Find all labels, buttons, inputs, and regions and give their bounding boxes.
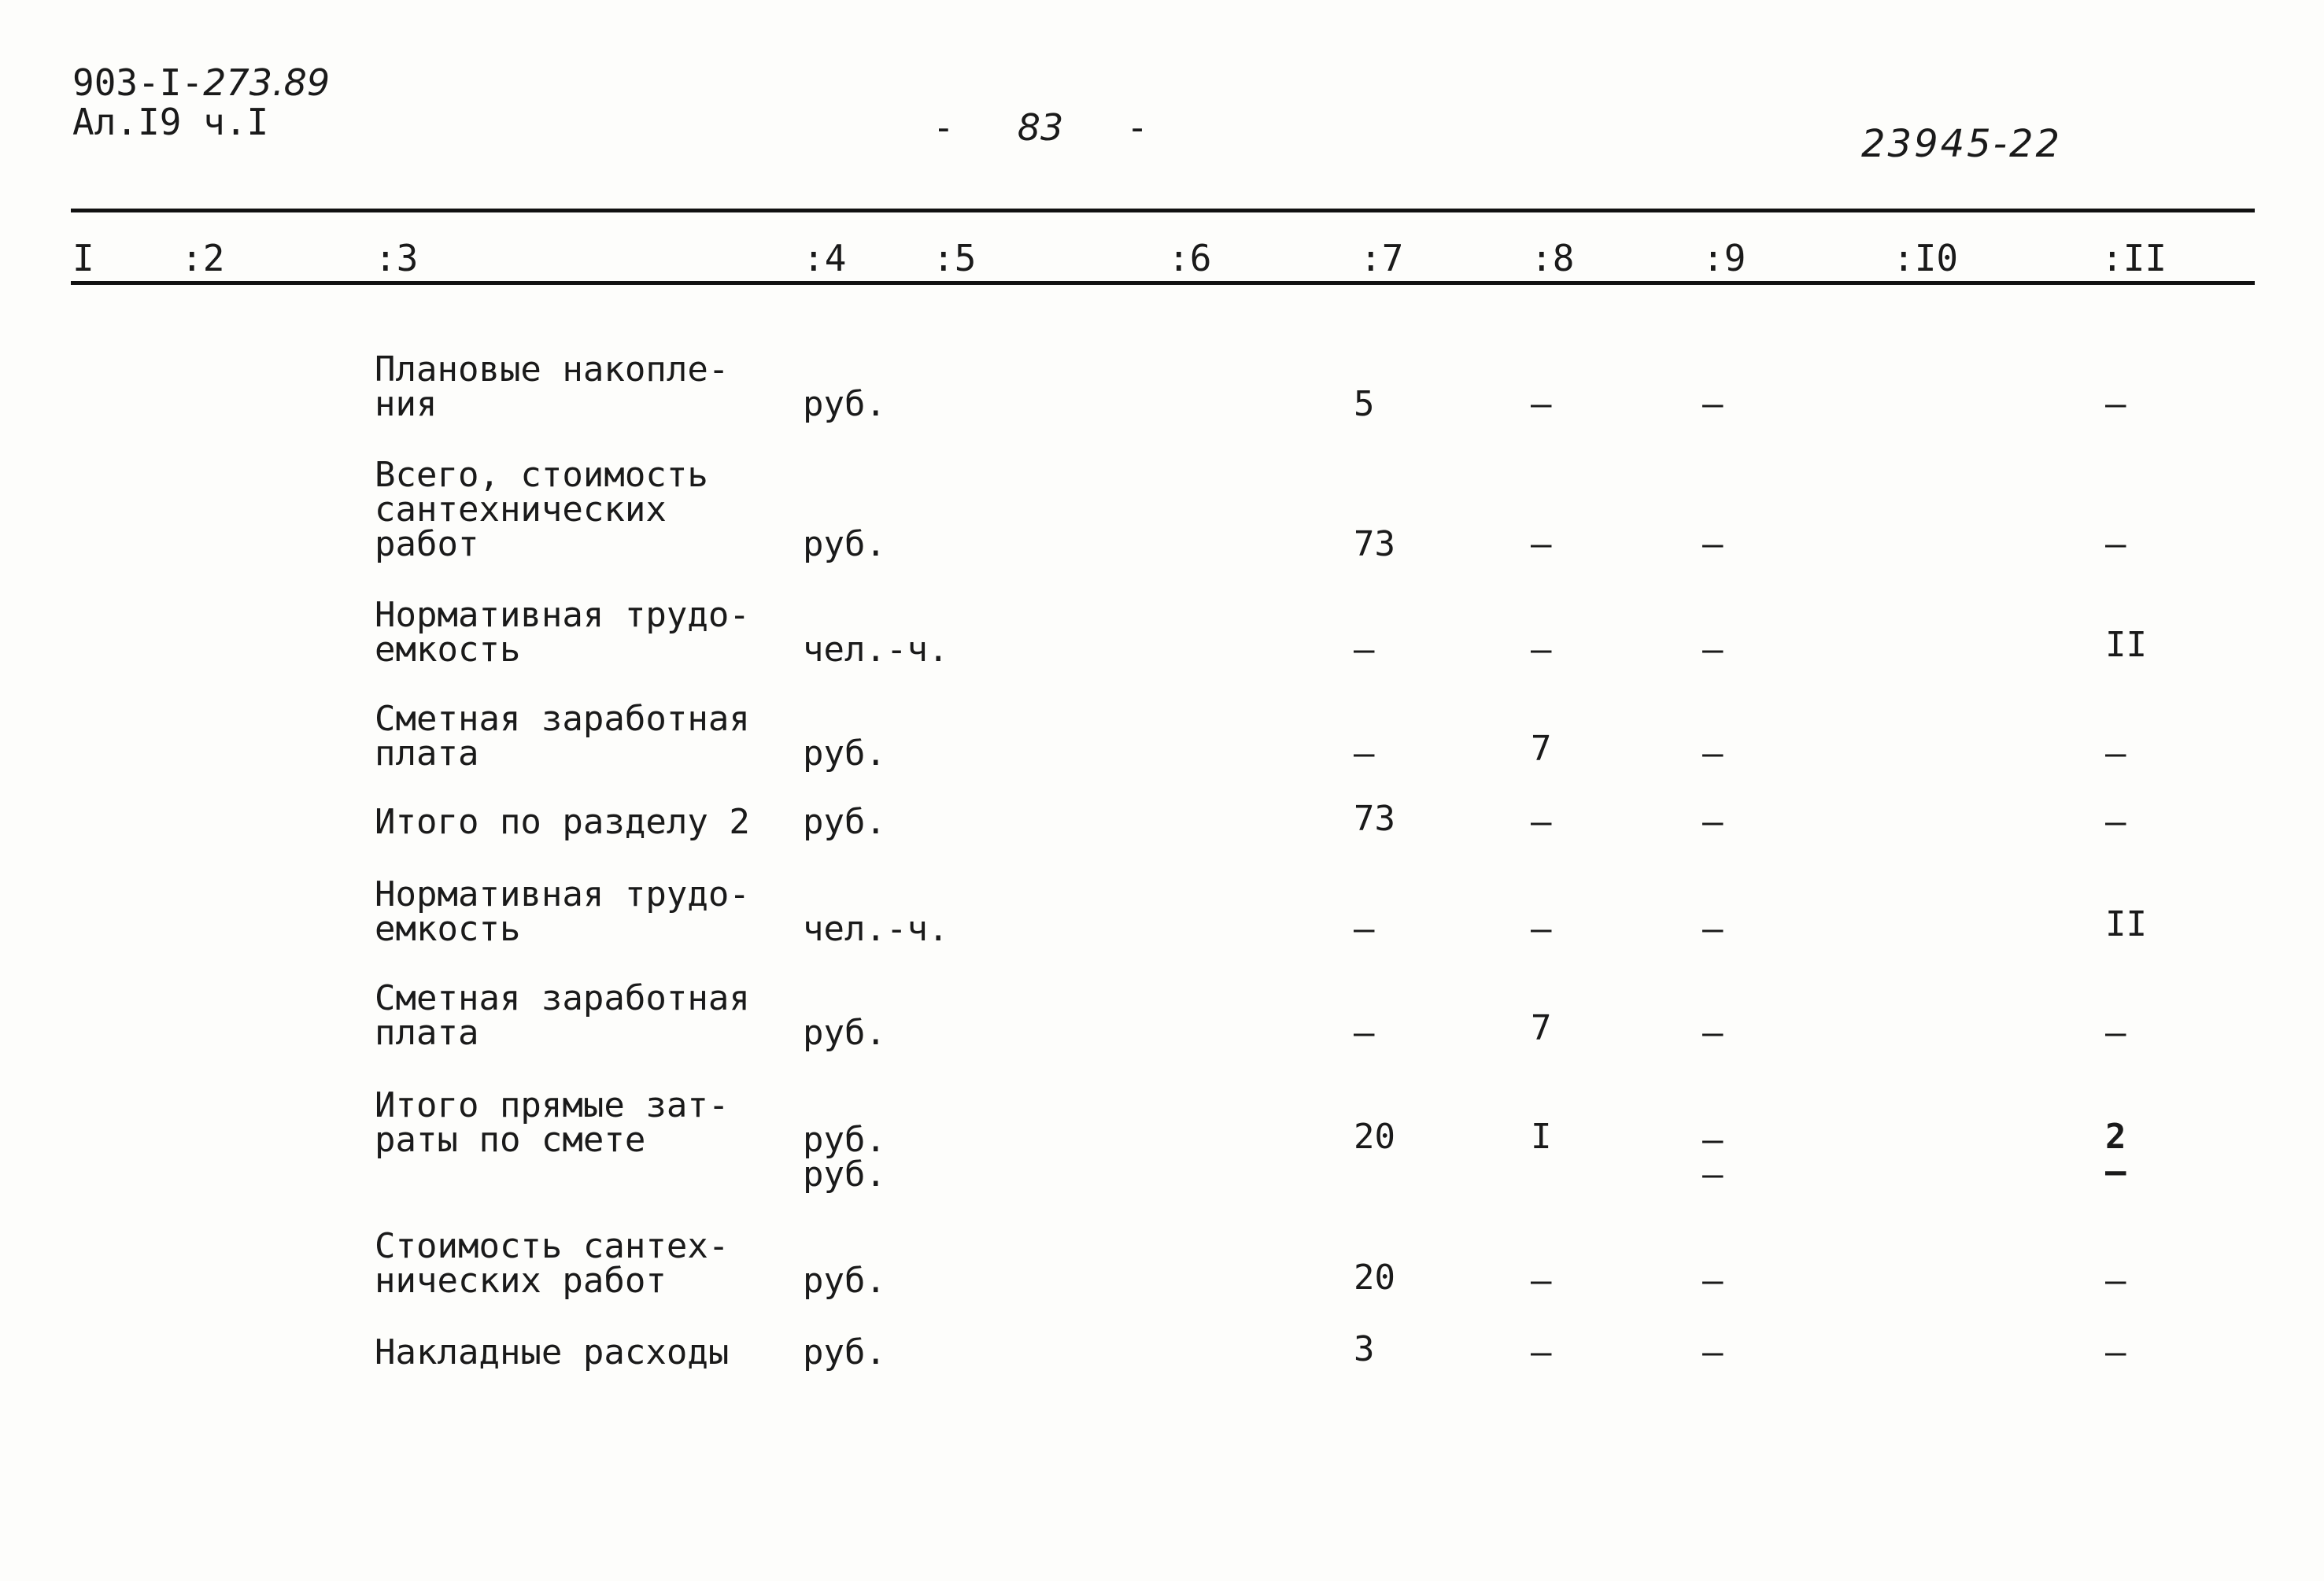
row-col8: – bbox=[1531, 909, 1552, 949]
row-col9: – bbox=[1702, 909, 1724, 949]
row-name: Итого прямые зат- раты по смете bbox=[375, 1085, 730, 1160]
header-rule-top bbox=[71, 209, 2255, 212]
row-col7: 73 bbox=[1354, 524, 1395, 564]
row-col7: – bbox=[1354, 630, 1375, 670]
row-col9: – bbox=[1702, 802, 1724, 842]
document-code-printed: 903-I- bbox=[72, 61, 204, 104]
row-col7: – bbox=[1354, 909, 1375, 949]
row-col11: – bbox=[2105, 384, 2126, 424]
row-col7: 3 bbox=[1354, 1329, 1375, 1369]
row-col7: 73 bbox=[1354, 799, 1395, 839]
row-col9: – bbox=[1702, 1013, 1724, 1053]
row-name: Итого по разделу 2 bbox=[375, 802, 750, 842]
row-col11: II bbox=[2105, 625, 2147, 665]
row-col8: – bbox=[1531, 1261, 1552, 1301]
archive-number: 23945-22 bbox=[1861, 122, 2063, 166]
column-header-10: :I0 bbox=[1893, 237, 1959, 279]
row-col9: – bbox=[1702, 1261, 1724, 1301]
row-col7: 5 bbox=[1354, 384, 1375, 424]
row-name: Стоимость сантех- нических работ bbox=[375, 1226, 730, 1301]
row-col9: – bbox=[1702, 384, 1724, 424]
column-header-3: :3 bbox=[375, 237, 419, 279]
sheet-reference: Ал.I9 ч.I bbox=[72, 101, 269, 143]
row-col9: – bbox=[1702, 524, 1724, 564]
row-col11: – bbox=[2105, 524, 2126, 564]
row-col11: – bbox=[2105, 733, 2126, 774]
row-unit: чел.-ч. bbox=[803, 630, 949, 670]
row-col8: – bbox=[1531, 524, 1552, 564]
column-header-8: :8 bbox=[1531, 237, 1575, 279]
row-col8: – bbox=[1531, 802, 1552, 842]
row-col7: – bbox=[1354, 733, 1375, 774]
row-col8: 7 bbox=[1531, 1008, 1552, 1048]
row-col8: – bbox=[1531, 384, 1552, 424]
document-code bbox=[72, 63, 330, 102]
row-unit: руб. bbox=[803, 524, 886, 564]
page-dash-right: - bbox=[1126, 106, 1148, 149]
page-number-block bbox=[933, 106, 1148, 149]
row-name: Нормативная трудо- емкость bbox=[375, 595, 750, 670]
column-header-1: I bbox=[72, 237, 94, 279]
row-unit: руб. bbox=[803, 733, 886, 774]
row-unit: руб. bbox=[803, 802, 886, 842]
row-unit: чел.-ч. bbox=[803, 909, 949, 949]
row-name: Накладные расходы bbox=[375, 1332, 730, 1372]
row-col8: – bbox=[1531, 630, 1552, 670]
column-header-6: :6 bbox=[1168, 237, 1212, 279]
page-dash-left: - bbox=[933, 106, 955, 149]
row-col9: – bbox=[1702, 630, 1724, 670]
row-col9: – – bbox=[1702, 1120, 1724, 1195]
row-col9: – bbox=[1702, 1332, 1724, 1372]
row-col8: 7 bbox=[1531, 729, 1552, 769]
row-name: Сметная заработная плата bbox=[375, 978, 750, 1053]
column-header-7: :7 bbox=[1360, 237, 1404, 279]
column-header-11: :II bbox=[2101, 237, 2167, 279]
column-header-2: :2 bbox=[181, 237, 225, 279]
row-col11: II bbox=[2105, 904, 2147, 944]
row-col11: – bbox=[2105, 1332, 2126, 1372]
row-unit: руб. руб. bbox=[803, 1120, 886, 1195]
row-unit: руб. bbox=[803, 384, 886, 424]
row-col7: 20 bbox=[1354, 1117, 1395, 1157]
column-header-5: :5 bbox=[933, 237, 977, 279]
row-name: Нормативная трудо- емкость bbox=[375, 874, 750, 949]
row-col7: – bbox=[1354, 1013, 1375, 1053]
row-name: Плановые накопле- ния bbox=[375, 349, 730, 424]
row-col8: – bbox=[1531, 1332, 1552, 1372]
row-unit: руб. bbox=[803, 1261, 886, 1301]
page-number: 83 bbox=[1017, 106, 1064, 149]
row-unit: руб. bbox=[803, 1013, 886, 1053]
column-header-9: :9 bbox=[1702, 237, 1746, 279]
row-col8: I bbox=[1531, 1117, 1552, 1157]
row-col9: – bbox=[1702, 733, 1724, 774]
row-unit: руб. bbox=[803, 1332, 886, 1372]
row-col11: – bbox=[2105, 1261, 2126, 1301]
document-code-handwritten: 273.89 bbox=[203, 61, 331, 104]
row-name: Всего, стоимость сантехнических работ bbox=[375, 455, 708, 564]
row-col11: – bbox=[2105, 1013, 2126, 1053]
row-name: Сметная заработная плата bbox=[375, 699, 750, 774]
row-col11: – bbox=[2105, 802, 2126, 842]
row-col7: 20 bbox=[1354, 1258, 1395, 1298]
row-col11: 2 – bbox=[2105, 1117, 2126, 1191]
header-rule-bottom bbox=[71, 281, 2255, 285]
column-header-4: :4 bbox=[803, 237, 847, 279]
